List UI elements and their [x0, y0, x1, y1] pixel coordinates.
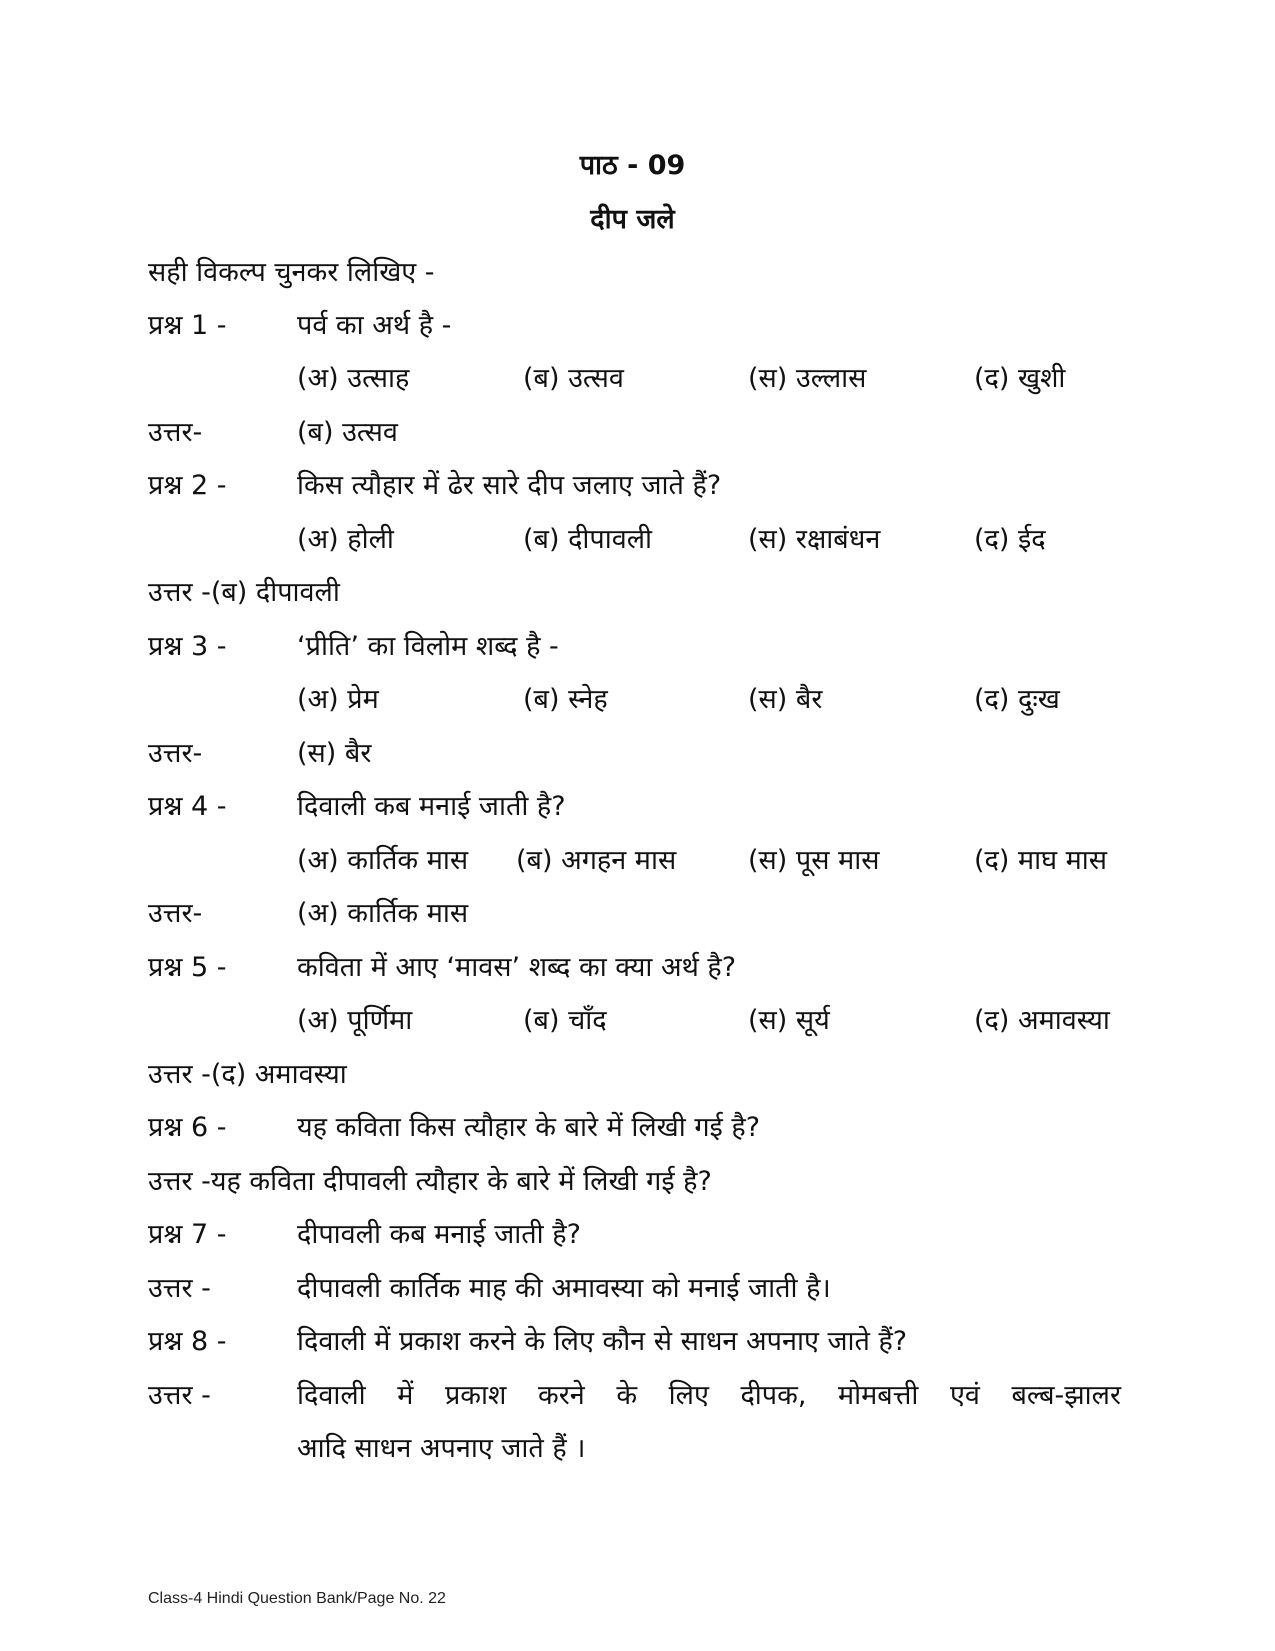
answer-8-label: उत्तर - [148, 1380, 211, 1411]
answer-8-line-2: आदि साधन अपनाए जाते हैं । [297, 1433, 586, 1464]
option: (अ) उत्साह [297, 363, 410, 394]
answer-6: उत्तर -यह कविता दीपावली त्यौहार के बारे में लिखी गई है? [148, 1166, 712, 1197]
option: (द) ईद [974, 524, 1046, 555]
answer-label: उत्तर- [148, 738, 203, 769]
option: (ब) दीपावली [523, 524, 653, 555]
question-label: प्रश्न 5 - [148, 952, 227, 983]
question-label: प्रश्न 6 - [148, 1112, 227, 1143]
question-label: प्रश्न 2 - [148, 470, 227, 501]
option: (द) दुःख [974, 684, 1060, 715]
question-label: प्रश्न 7 - [148, 1219, 227, 1250]
question-label: प्रश्न 3 - [148, 631, 227, 662]
lesson-number: पाठ - 09 [579, 150, 686, 181]
option: (द) अमावस्या [974, 1005, 1110, 1036]
instruction: सही विकल्प चुनकर लिखिए - [148, 257, 435, 288]
answer-label: उत्तर- [148, 417, 203, 448]
question-text: किस त्यौहार में ढेर सारे दीप जलाए जाते हैं? [297, 470, 722, 501]
answer-text: (ब) उत्सव [297, 417, 398, 448]
answer-text: (स) बैर [297, 738, 372, 769]
lesson-title: दीप जले [590, 204, 675, 235]
question-text: दीपावली कब मनाई जाती है? [297, 1219, 581, 1250]
option: (स) उल्लास [748, 363, 867, 394]
answer-text: (अ) कार्तिक मास [297, 898, 469, 929]
option: (द) माघ मास [974, 845, 1108, 876]
answer-label: उत्तर - [148, 1273, 211, 1304]
option: (ब) उत्सव [523, 363, 624, 394]
option: (अ) पूर्णिमा [297, 1005, 413, 1036]
option: (अ) प्रेम [297, 684, 379, 715]
answer-text: दीपावली कार्तिक माह की अमावस्या को मनाई जाती है। [297, 1273, 831, 1304]
question-label: प्रश्न 4 - [148, 791, 227, 822]
page-footer: Class-4 Hindi Question Bank/Page No. 22 [148, 1590, 446, 1607]
answer-2: उत्तर -(ब) दीपावली [148, 577, 340, 608]
question-text: यह कविता किस त्यौहार के बारे में लिखी गई है? [297, 1112, 761, 1143]
answer-label: उत्तर- [148, 898, 203, 929]
option: (ब) चाँद [523, 1005, 607, 1036]
option: (स) सूर्य [748, 1005, 830, 1036]
question-text: पर्व का अर्थ है - [297, 310, 452, 341]
answer-5: उत्तर -(द) अमावस्या [148, 1059, 347, 1090]
question-text: ‘प्रीति’ का विलोम शब्द है - [297, 631, 559, 662]
option: (स) बैर [748, 684, 823, 715]
option: (द) खुशी [974, 363, 1066, 394]
question-label: प्रश्न 8 - [148, 1326, 227, 1357]
question-text: दिवाली में प्रकाश करने के लिए कौन से साधन अपनाए जाते हैं? [297, 1326, 908, 1357]
option: (अ) कार्तिक मास [297, 845, 469, 876]
answer-8-line-1: दिवाली में प्रकाश करने के लिए दीपक, मोमबत्ती एवं बल्ब-झालर [297, 1380, 1121, 1411]
option: (स) पूस मास [748, 845, 880, 876]
option: (ब) अगहन मास [516, 845, 677, 876]
question-text: दिवाली कब मनाई जाती है? [297, 791, 566, 822]
question-text: कविता में आए ‘मावस’ शब्द का क्या अर्थ है? [297, 952, 737, 983]
option: (स) रक्षाबंधन [748, 524, 881, 555]
option: (अ) होली [297, 524, 394, 555]
option: (ब) स्नेह [523, 684, 608, 715]
question-label: प्रश्न 1 - [148, 310, 227, 341]
